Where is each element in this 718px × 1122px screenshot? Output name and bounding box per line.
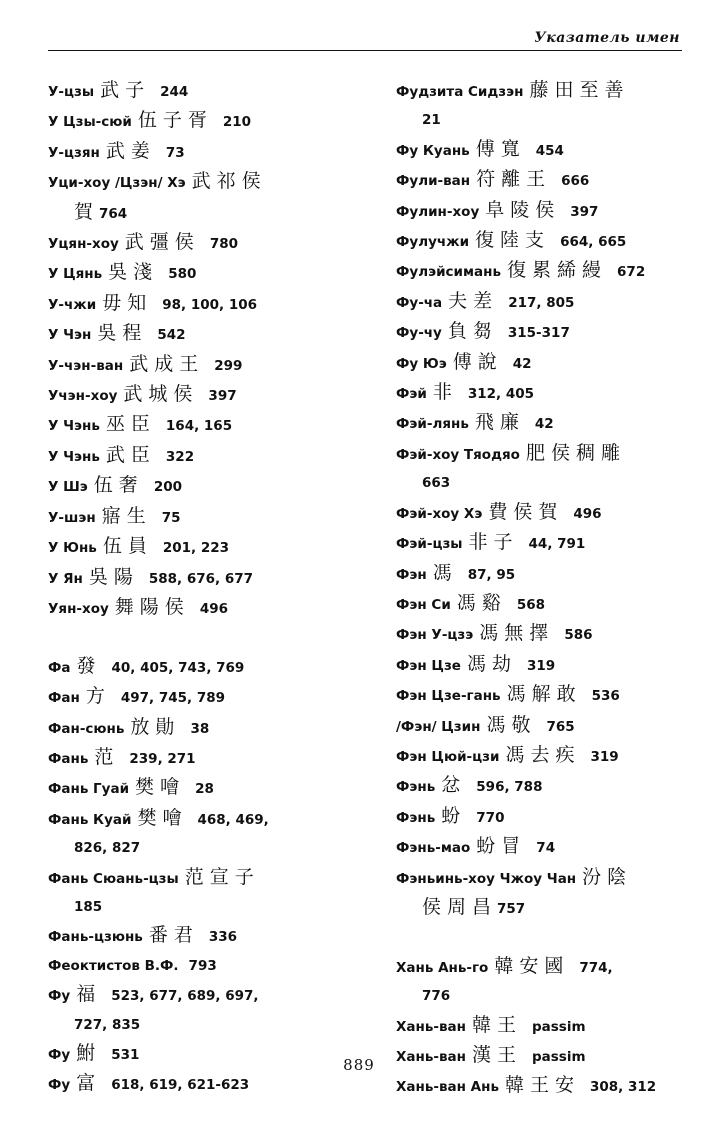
entry-characters: 武成王 [129,352,205,375]
entry-pages: 164, 165 [165,418,233,435]
index-entry [48,713,378,743]
entry-pages: 497, 745, 789 [120,690,226,707]
index-entry [396,439,696,469]
entry-characters: 馮去疾 [505,743,581,766]
index-entry [48,350,378,380]
entry-characters: 馮谿 [456,591,507,614]
entry-name: Хань-ван Ань [396,1079,499,1096]
entry-pages: 75 [161,509,181,526]
index-entry [48,228,378,258]
entry-name: Хань Ань-го [396,959,489,976]
entry-pages: 217, 805 [508,294,575,311]
entry-name: Фань [48,750,89,767]
entry-pages: 319 [590,748,619,765]
index-entry [48,471,378,501]
index-entry [396,226,696,256]
entry-pages: 531 [111,1046,140,1063]
entry-name: Фу [48,1046,71,1063]
entry-characters: 蚡 [441,804,467,827]
index-entry [48,652,378,682]
entry-pages: 87, 95 [467,566,516,583]
entry-name: У-шэн [48,509,96,526]
entry-characters: 非子 [468,531,519,554]
entry-characters: 舞陽侯 [114,595,190,618]
index-entry [396,408,696,438]
index-entry [48,106,378,136]
entry-characters: 吳程 [97,322,148,345]
entry-characters: 阜陵侯 [485,198,561,221]
entry-name: Фулучжи [396,234,470,251]
entry-pages: 523, 677, 689, 697, [111,988,259,1005]
entry-characters: 范宣子 [184,865,260,888]
entry-pages: 74 [536,840,556,857]
entry-pages: 308, 312 [590,1079,657,1096]
entry-characters: 巫臣 [105,413,156,436]
entry-name: Уци-хоу /Цзэн/ Хэ [48,175,186,192]
entry-characters: 侯周昌 [422,895,498,918]
entry-name: Фэй-лянь [396,416,469,433]
index-entry [396,650,696,680]
entry-pages: 568 [516,596,545,613]
entry-pages: 38 [190,720,210,737]
entry-pages: 588, 676, 677 [148,570,254,587]
entry-name: Фан [48,690,80,707]
index-column-left [48,76,378,1100]
index-entry [396,559,696,589]
entry-characters: 馮解敢 [506,683,582,706]
entry-pages: 672 [617,264,646,281]
index-entry [48,682,378,712]
entry-name: У-цзы [48,84,95,100]
index-entry [396,348,696,378]
entry-pages: 299 [214,357,243,374]
index-entry [48,76,378,106]
index-entry [48,380,378,410]
index-entry [48,167,378,197]
entry-pages: 239, 271 [129,750,196,767]
entry-characters: 福 [76,983,102,1006]
index-entry-continuation [396,982,696,1010]
index-entry-continuation [48,834,378,862]
index-entry [48,319,378,349]
entry-name: У Цянь [48,266,103,283]
entry-pages: 586 [564,627,593,644]
entry-characters: 番君 [148,924,199,947]
entry-name: Фань Сюань-цзы [48,870,179,887]
section-gap [48,623,378,651]
entry-name: Фулин-хоу [396,203,480,220]
entry-name: Фулэйсимань [396,264,502,281]
entry-name: Фу-чу [396,325,442,342]
entry-pages: 793 [188,957,217,974]
entry-characters: 汾陰 [582,865,633,888]
entry-characters: 鮒 [76,1041,102,1064]
index-entry-continuation [396,893,696,923]
entry-name: У Чэнь [48,418,100,435]
entry-pages: passim [531,1018,586,1035]
entry-name: У-цзян [48,144,100,161]
entry-characters: 馮劫 [466,652,517,675]
entry-pages: 21 [422,112,441,129]
index-entry [48,593,378,623]
index-entry [48,502,378,532]
entry-pages: 757 [497,900,526,917]
entry-name: Фули-ван [396,173,471,190]
entry-pages: 776 [422,988,451,1005]
index-entry [48,563,378,593]
entry-pages: 42 [534,416,554,433]
entry-characters: 寤生 [101,504,152,527]
entry-pages: passim [531,1048,586,1065]
entry-name: У Цзы-сюй [48,114,132,131]
index-entry [48,743,378,773]
index-entry [396,76,696,106]
entry-name: Фэнь [396,779,436,796]
entry-name: У Ян [48,570,83,587]
entry-characters: 負芻 [447,320,498,343]
entry-pages: 210 [222,114,252,131]
index-entry [48,773,378,803]
entry-name: Фэй-хоу Хэ [396,505,483,522]
index-column-right [396,76,696,1102]
entry-characters: 伍子胥 [137,109,213,132]
entry-name: Фэн Цзе [396,657,461,674]
index-entry [396,952,696,982]
index-entry [396,863,696,893]
entry-name: Фу [48,1077,71,1094]
index-entry [396,378,696,408]
index-entry [396,287,696,317]
entry-pages: 664, 665 [560,234,627,251]
index-entry [396,619,696,649]
entry-name: Учэн-хоу [48,388,118,405]
entry-name: Феоктистов В.Ф. [48,957,179,974]
index-entry [48,863,378,893]
entry-name: Фу [48,988,71,1005]
entry-name: Уян-хоу [48,600,109,617]
entry-pages: 244 [160,84,189,100]
entry-characters: 非 [432,381,458,404]
entry-pages: 774, [579,959,613,976]
entry-name: У Шэ [48,479,88,496]
entry-name: Фэнь [396,809,436,826]
index-entry [48,441,378,471]
entry-name: Фэн Цюй-цзи [396,748,500,765]
entry-pages: 98, 100, 106 [162,296,258,313]
index-entry-continuation [396,106,696,134]
index-entry [48,952,378,980]
entry-pages: 496 [573,505,602,522]
index-entry [396,680,696,710]
entry-pages: 312, 405 [467,386,535,403]
entry-pages: 580 [168,266,197,283]
entry-characters: 吳淺 [108,261,159,284]
entry-pages: 765 [546,718,575,735]
entry-pages: 397 [570,203,599,220]
index-entry [396,802,696,832]
entry-characters: 韓王安 [504,1074,580,1097]
header-rule [48,50,682,51]
entry-name: Фэн У-цзэ [396,627,474,644]
index-entry [396,1011,696,1041]
index-entry [396,165,696,195]
index-entry [396,832,696,862]
entry-pages: 780 [209,236,238,253]
entry-characters: 武姜 [105,139,156,162]
index-entry [48,289,378,319]
entry-pages: 322 [165,448,195,465]
entry-characters: 范 [94,745,120,768]
entry-characters: 漢王 [471,1043,522,1066]
index-entry [48,137,378,167]
entry-characters: 樊噲 [137,806,188,829]
entry-name: Фэнь-мао [396,840,471,857]
entry-pages: 44, 791 [528,536,586,553]
entry-pages: 454 [535,142,564,159]
index-entry [396,317,696,347]
entry-characters: 武臣 [105,443,156,466]
running-header-title: Указатель имен [534,30,680,46]
entry-name: Хань-ван [396,1018,466,1035]
entry-characters: 發 [76,654,102,677]
entry-characters: 樊噲 [135,776,186,799]
entry-characters: 伍員 [102,535,153,558]
entry-characters: 忿 [441,774,467,797]
entry-name: Фань Гуай [48,781,130,798]
index-entry-continuation [396,469,696,497]
entry-characters: 夫差 [448,289,499,312]
entry-pages: 764 [99,205,128,222]
entry-pages: 315-317 [507,325,570,342]
entry-characters: 符離王 [476,168,552,191]
entry-pages: 666 [561,173,590,190]
index-entry [396,256,696,286]
entry-pages: 663 [422,475,451,492]
entry-name: Фэн Цзе-гань [396,688,501,705]
entry-characters: 放勛 [130,715,181,738]
entry-name: Фудзита Сидзэн [396,84,524,100]
entry-characters: 馮無擇 [479,622,555,645]
entry-characters: 韓安國 [494,954,570,977]
entry-name: Фан-сюнь [48,720,125,737]
entry-characters: 復累絺縵 [507,259,608,282]
entry-characters: 蚡冒 [476,835,527,858]
entry-characters: 武城侯 [123,383,199,406]
index-entry [396,528,696,558]
index-entry [396,771,696,801]
entry-characters: 方 [85,685,111,708]
entry-pages: 397 [208,388,237,405]
entry-name: У-чэн-ван [48,357,124,374]
entry-characters: 伍奢 [93,474,144,497]
index-entry [396,498,696,528]
entry-name: Хань-ван [396,1048,466,1065]
index-entry [396,741,696,771]
entry-pages: 40, 405, 743, 769 [111,659,245,676]
entry-characters: 毋知 [102,291,153,314]
index-entry-continuation [48,198,378,228]
entry-characters: 飛廉 [474,411,525,434]
entry-characters: 藤田至善 [529,79,630,101]
entry-name: У Юнь [48,540,97,557]
index-entry [48,921,378,951]
entry-name: Фу Юэ [396,355,447,372]
entry-characters: 吳陽 [88,565,139,588]
index-entry [48,804,378,834]
index-entry [396,1071,696,1101]
entry-name: /Фэн/ Цзин [396,718,481,735]
index-entry [48,410,378,440]
entry-pages: 542 [157,327,186,344]
index-entry [396,711,696,741]
entry-characters: 武彊侯 [124,231,200,254]
index-entry-continuation [48,893,378,921]
entry-characters: 富 [76,1072,102,1095]
entry-pages: 727, 835 [74,1016,141,1033]
index-entry [48,258,378,288]
index-entry [48,532,378,562]
page-number: 889 [343,1056,375,1074]
entry-pages: 201, 223 [162,540,230,557]
index-entry [396,589,696,619]
entry-characters: 馮 [432,561,458,584]
entry-characters: 復陸支 [475,229,551,252]
entry-pages: 468, 469, [197,811,269,828]
index-entry [396,135,696,165]
entry-name: У Чэнь [48,448,100,465]
entry-pages: 42 [512,355,532,372]
entry-name: Фэн [396,566,427,583]
entry-characters: 費侯賀 [488,500,564,523]
entry-characters: 武祁侯 [191,170,267,193]
entry-characters: 傅說 [452,350,503,373]
entry-pages: 336 [208,929,238,946]
entry-pages: 319 [526,657,556,674]
index-entry [396,196,696,226]
entry-characters: 武子 [100,79,151,101]
entry-name: Фа [48,659,71,676]
entry-pages: 28 [195,781,214,798]
entry-name: У Чэн [48,327,92,344]
entry-characters: 傅寬 [475,137,526,160]
entry-pages: 826, 827 [74,840,141,857]
entry-name: Фэн Си [396,596,451,613]
entry-name: Фань Куай [48,811,132,828]
entry-pages: 618, 619, 621-623 [111,1077,250,1094]
entry-name: Фу Куань [396,142,470,159]
entry-name: Фу-ча [396,294,443,311]
entry-pages: 536 [591,688,620,705]
entry-name: Фань-цзюнь [48,929,143,946]
entry-characters: 肥侯稠雕 [525,441,626,464]
entry-pages: 73 [165,144,185,161]
entry-name: Фэй-хоу Тяодяо [396,446,520,463]
entry-name: Фэй [396,386,427,403]
entry-name: Уцян-хоу [48,236,119,253]
entry-pages: 185 [74,898,103,915]
entry-name: Фэньинь-хоу Чжоу Чан [396,870,577,887]
entry-characters: 韓王 [471,1013,522,1036]
section-gap [396,923,696,951]
index-entry [48,980,378,1010]
entry-characters: 馮敬 [486,713,537,736]
entry-pages: 200 [153,479,182,496]
entry-pages: 596, 788 [476,779,543,796]
entry-name: У-чжи [48,296,97,313]
entry-pages: 496 [199,600,228,617]
entry-pages: 770 [476,809,505,826]
entry-characters: 賀 [74,200,100,223]
entry-name: Фэй-цзы [396,536,463,553]
index-entry-continuation [48,1011,378,1039]
